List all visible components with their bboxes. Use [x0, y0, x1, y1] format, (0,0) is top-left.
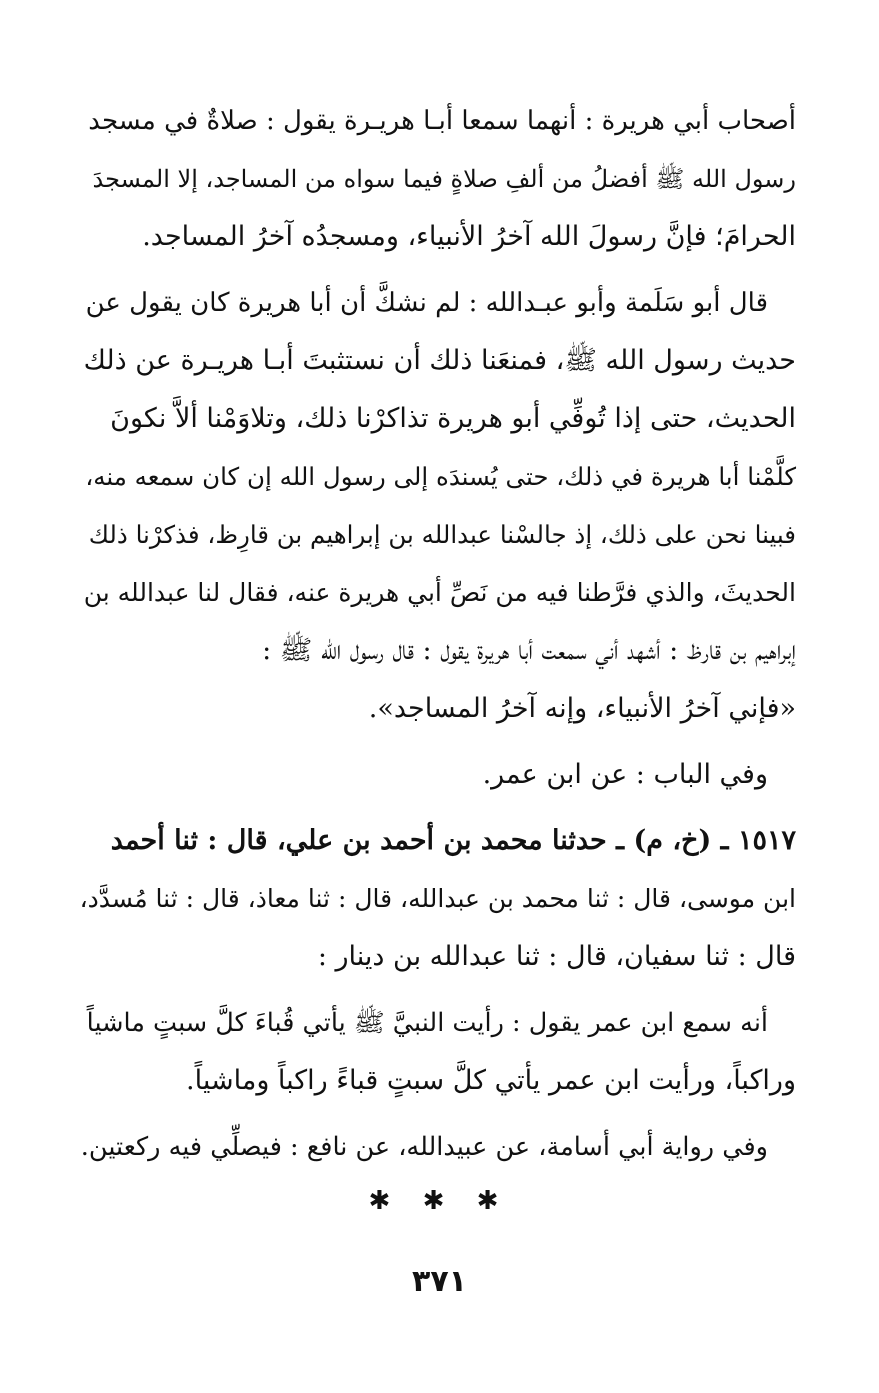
text-line: وفي رواية أبي أسامة، عن عبيدالله، عن نافع : فيصلِّي فيه ركعتين. [80, 1132, 768, 1162]
paragraph-6 [80, 1118, 796, 1176]
page-number: ٣٧١ [412, 1264, 467, 1299]
text-line: كلَّمْنا أبا هريرة في ذلك، حتى يُسندَه إلى رسول الله إن كان سمعه منه، [85, 462, 796, 491]
text-line: الحديث، حتى إذا تُوفِّي أبو هريرة تذاكرْنا ذلك، وتلاوَمْنا ألاَّ نكونَ [110, 403, 796, 434]
text-line: أنه سمع ابن عمر يقول : رأيت النبيَّ ﷺ يأتي قُباءَ كلَّ سبتٍ ماشياً [86, 1008, 768, 1038]
text-line: رسول الله ﷺ أفضلُ من ألفِ صلاةٍ فيما سواه من المساجد، إلا المسجدَ [92, 165, 796, 193]
text-line: وراكباً، ورأيت ابن عمر يأتي كلَّ سبتٍ قباءً راكباً وماشياً. [186, 1065, 796, 1096]
text-line: فبينا نحن على ذلك، إذ جالسْنا عبدالله بن إبراهيم بن قارِظ، فذكرْنا ذلك [88, 520, 796, 549]
section-separator: ✱ ✱ ✱ [368, 1186, 511, 1216]
text-line: أصحاب أبي هريرة : أنهما سمعا أبـا هريـرة يقول : صلاةٌ في مسجد [88, 106, 796, 136]
paragraph-1 [80, 92, 796, 266]
text-line: ١٥١٧ ـ (خ، م) ـ حدثنا محمد بن أحمد بن علي، قال : ثنا أحمد [110, 825, 796, 856]
text-line: وفي الباب : عن ابن عمر. [482, 759, 768, 790]
page-body [80, 92, 796, 1176]
text-line: الحديثَ، والذي فرَّطنا فيه من نَصِّ أبي هريرة عنه، فقال لنا عبدالله بن [83, 578, 796, 607]
paragraph-3 [80, 746, 796, 804]
text-line: الحرامَ؛ فإنَّ رسولَ الله آخرُ الأنبياء، ومسجدُه آخرُ المساجد. [142, 221, 796, 252]
paragraph-2 [80, 274, 796, 738]
text-line: حديث رسول الله ﷺ، فمنعَنا ذلك أن نستثبتَ أبـا هريـرة عن ذلك [83, 345, 796, 376]
text-line: قال : ثنا سفيان، قال : ثنا عبدالله بن دينار : [317, 941, 796, 972]
text-line: إبراهيم بن قارظ : أشهد أني سمعت أبا هريرة يقول : قال رسول الله ﷺ : [262, 635, 796, 666]
paragraph-5 [80, 994, 796, 1110]
text-line: ابن موسى، قال : ثنا محمد بن عبدالله، قال : ثنا معاذ، قال : ثنا مُسدَّد، [79, 884, 796, 913]
hadith-1517 [80, 812, 796, 986]
text-line: «فإني آخرُ الأنبياء، وإنه آخرُ المساجد». [368, 693, 796, 724]
text-line: قال أبو سَلَمة وأبو عبـدالله : لم نشكَّ أن أبا هريرة كان يقول عن [85, 288, 768, 318]
